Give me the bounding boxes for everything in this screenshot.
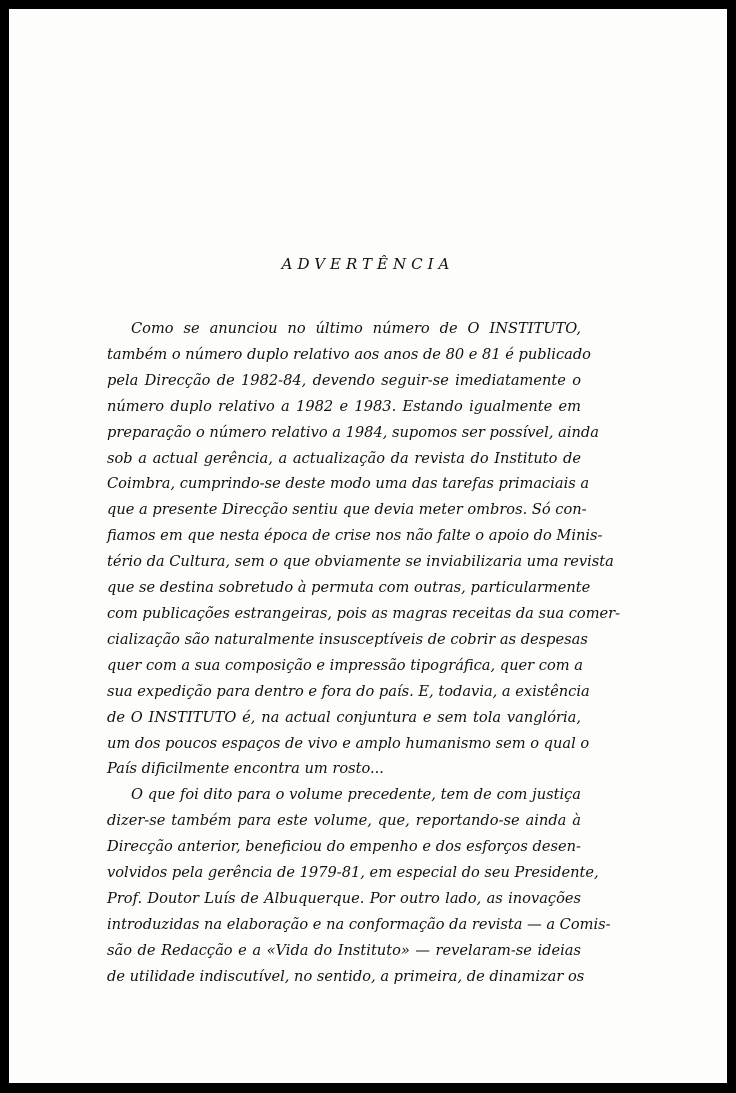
text-line: Como se anunciou no último número de O INSTITUTO, [131,320,581,337]
text-line: volvidos pela gerência de 1979-81, em especial do seu Presidente, [107,864,599,882]
text-line: fiamos em que nesta época de crise nos não falte o apoio do Minis- [107,527,603,545]
paragraph-1 [107,316,621,782]
text-line: quer com a sua composição e impressão tipográfica, quer com a [107,656,583,674]
body-text [107,316,621,990]
text-line: introduzidas na elaboração e na conformação da revista — a Comis- [107,915,611,933]
text-line: também o número duplo relativo aos anos de 80 e 81 é publicado [107,345,591,363]
paragraph-2 [107,782,611,989]
text-line: que a presente Direcção sentiu que devia meter ombros. Só con- [107,501,587,519]
text-line: pela Direcção de 1982-84, devendo seguir-se imediatamente o [107,371,581,389]
text-line: sua expedição para dentro e fora do país. E, todavia, a existência [107,682,590,700]
text-line: Direcção anterior, beneficiou do empenho e dos esforços desen- [107,838,581,856]
text-line: de utilidade indiscutível, no sentido, a primeira, de dinamizar os [107,967,585,985]
text-line: cialização são naturalmente insusceptíveis de cobrir as despesas [107,630,588,648]
text-line: são de Redacção e a «Vida do Instituto» — revelaram-se ideias [107,941,581,959]
text-line: dizer-se também para este volume, que, reportando-se ainda à [107,812,581,830]
text-line: Coimbra, cumprindo-se deste modo uma das tarefas primaciais a [107,475,590,493]
text-line: Prof. Doutor Luís de Albuquerque. Por outro lado, as inovações [107,889,581,907]
text-line: de O INSTITUTO é, na actual conjuntura e sem tola vanglória, [107,708,581,726]
text-line: com publicações estrangeiras, pois as magras receitas da sua comer- [107,604,621,622]
text-line: que se destina sobretudo à permuta com outras, particularmente [107,579,591,597]
text-line: preparação o número relativo a 1984, supomos ser possível, ainda [107,423,599,441]
text-line: O que foi dito para o volume precedente, tem de com justiça [131,786,581,804]
page-title: ADVERTÊNCIA [281,255,455,273]
text-line: sob a actual gerência, a actualização da revista do Instituto de [107,449,581,467]
text-line: País dificilmente encontra um rosto... [107,760,384,778]
text-line: um dos poucos espaços de vivo e amplo humanismo sem o qual o [107,734,590,752]
text-line: tério da Cultura, sem o que obviamente se inviabilizaria uma revista [107,553,614,571]
text-line: número duplo relativo a 1982 e 1983. Estando igualmente em [107,397,581,415]
document-page [9,9,727,1083]
